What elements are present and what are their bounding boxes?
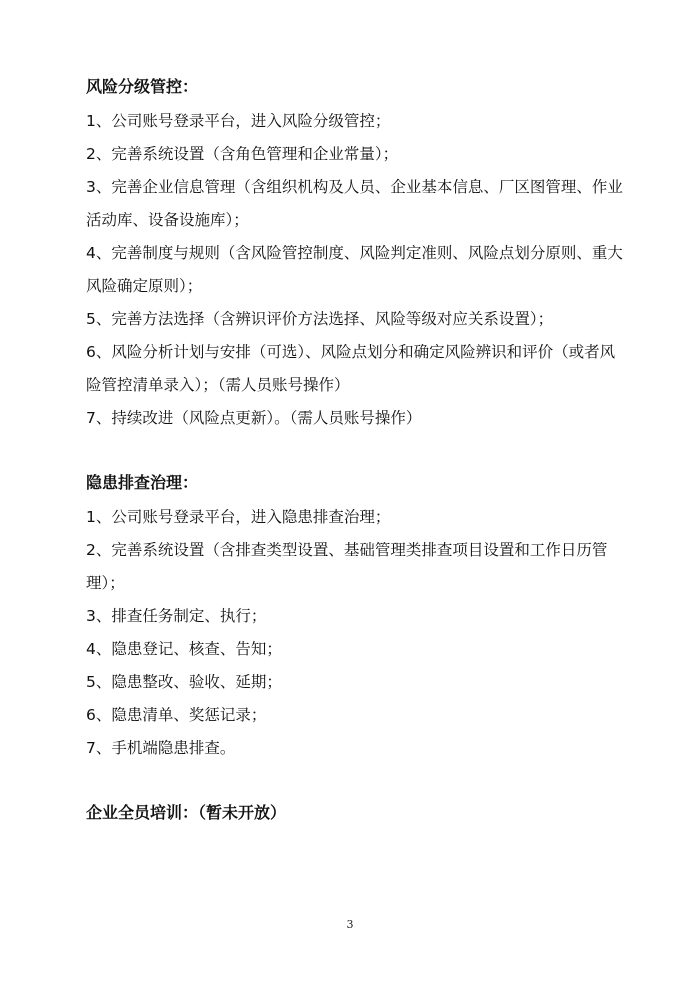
section-title: 企业全员培训：（暂未开放） — [86, 803, 287, 822]
list-item: 1、公司账号登录平台，进入风险分级管控； — [86, 112, 391, 130]
list-item: 2、完善系统设置（含角色管理和企业常量）； — [86, 145, 399, 163]
section-staff-training — [86, 798, 626, 827]
page-number: 3 — [346, 918, 354, 931]
section-title: 风险分级管控： — [86, 77, 199, 96]
list-item: 5、完善方法选择（含辨识评价方法选择、风险等级对应关系设置）； — [86, 310, 554, 328]
list-item: 7、持续改进（风险点更新）。（需人员账号操作） — [86, 409, 422, 427]
list-item: 3、排查任务制定、执行； — [86, 607, 267, 625]
section-title: 隐患排查治理： — [86, 473, 199, 492]
list-item: 6、隐患清单、奖惩记录； — [86, 706, 267, 724]
document-body — [86, 72, 626, 827]
list-item: 1、公司账号登录平台，进入隐患排查治理； — [86, 508, 391, 526]
list-item: 4、完善制度与规则（含风险管控制度、风险判定准则、风险点划分原则、重大风险确定原则）； — [86, 244, 623, 295]
list-item: 4、隐患登记、核查、告知； — [86, 640, 282, 658]
section-hazard-investigation — [86, 468, 626, 765]
list-item: 5、隐患整改、验收、延期； — [86, 673, 282, 691]
list-item: 3、完善企业信息管理（含组织机构及人员、企业基本信息、厂区图管理、作业活动库、设备设施库）； — [86, 178, 623, 229]
list-item: 2、完善系统设置（含排查类型设置、基础管理类排查项目设置和工作日历管理）； — [86, 541, 608, 592]
section-risk-control — [86, 72, 626, 435]
list-item: 7、手机端隐患排查。 — [86, 739, 236, 757]
list-item: 6、风险分析计划与安排（可选）、风险点划分和确定风险辨识和评价（或者风险管控清单录入）；（需人员账号操作） — [86, 343, 616, 394]
